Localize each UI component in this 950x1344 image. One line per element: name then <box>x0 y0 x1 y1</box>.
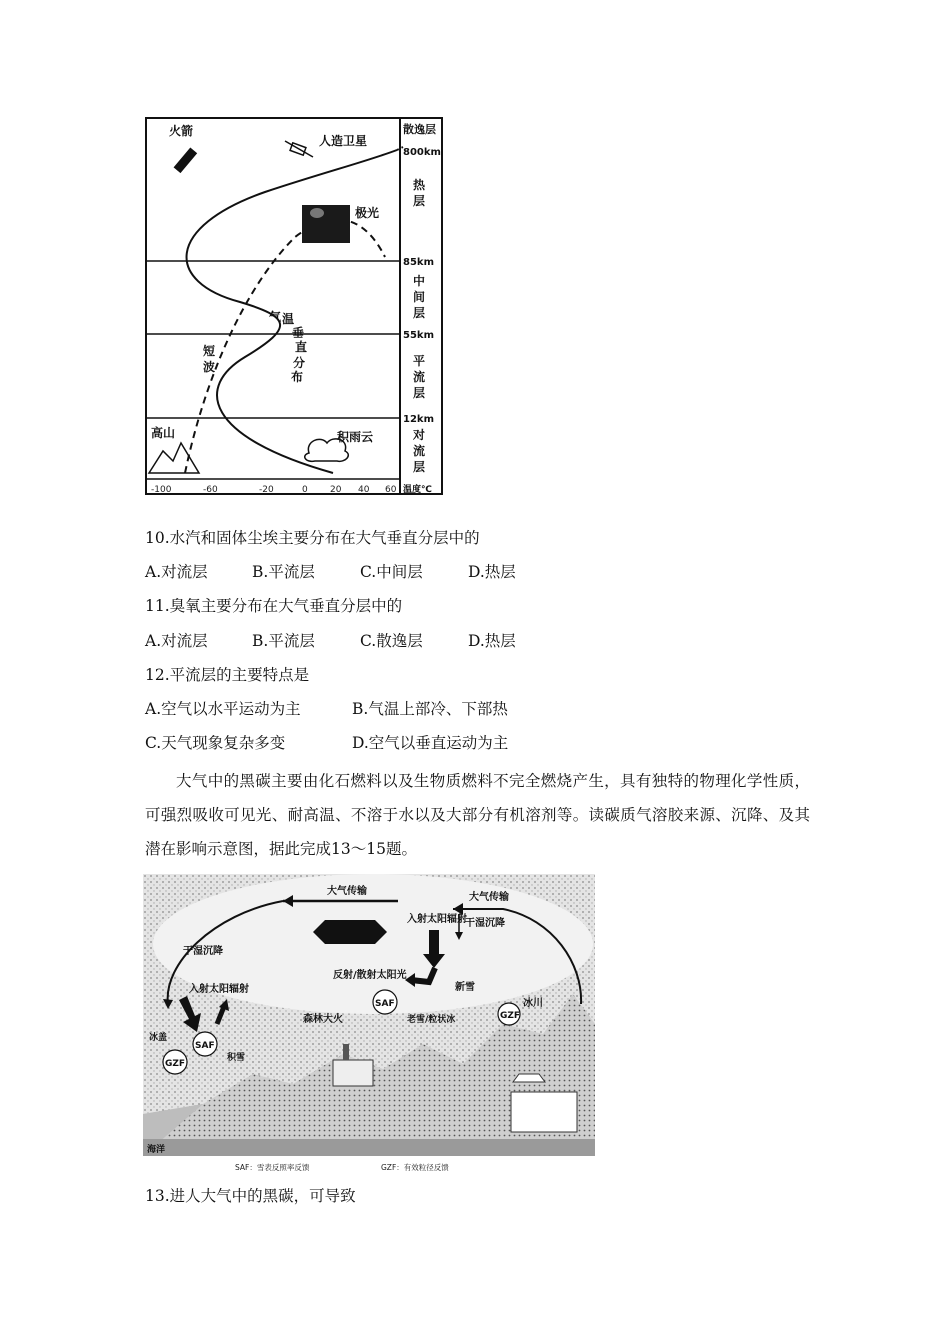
svg-text:SAF: SAF <box>195 1041 215 1051</box>
q12-option-d[interactable]: D.空气以垂直运动为主 <box>352 734 509 752</box>
q12-option-b[interactable]: B.气温上部冷、下部热 <box>352 700 508 718</box>
layer-strato-label: 平 <box>413 354 426 368</box>
layer-tropo-label: 对 <box>413 428 426 442</box>
q10-stem: 10.水汽和固体尘埃主要分布在大气垂直分层中的 <box>145 529 480 547</box>
new-snow-label: 新雪 <box>455 982 475 993</box>
q10-option-c[interactable]: C.中间层 <box>360 563 423 581</box>
q10-option-d[interactable]: D.热层 <box>468 563 516 581</box>
cloud-label: 积雨云 <box>337 430 374 444</box>
incoming-solar-left-label: 入射太阳辐射 <box>189 984 249 995</box>
alt-12-label: 12km <box>403 414 434 425</box>
rocket-label: 火箭 <box>169 124 194 138</box>
forest-fire-label: 森林大火 <box>303 1014 343 1025</box>
q10-option-a[interactable]: A.对流层 <box>145 563 208 581</box>
deposition-right-label: 干湿沉降 <box>465 918 505 929</box>
svg-text:流: 流 <box>413 444 426 458</box>
svg-text:GZF: GZF <box>500 1011 521 1021</box>
q10-option-b[interactable]: B.平流层 <box>252 563 315 581</box>
svg-text:层: 层 <box>413 460 426 474</box>
svg-text:层: 层 <box>413 386 426 400</box>
q11-option-c[interactable]: C.散逸层 <box>360 632 423 650</box>
alt-55-label: 55km <box>403 330 434 341</box>
svg-text:间: 间 <box>413 290 426 304</box>
svg-text:SAF: SAF <box>375 999 395 1009</box>
snow-label: 积雪 <box>227 1053 246 1063</box>
svg-text:垂: 垂 <box>292 326 305 340</box>
sea-ice-label: 冰盖 <box>149 1033 168 1043</box>
q11-option-a[interactable]: A.对流层 <box>145 632 208 650</box>
svg-text:布: 布 <box>291 370 304 384</box>
q11-stem: 11.臭氧主要分布在大气垂直分层中的 <box>145 597 403 615</box>
truck-icon <box>511 1092 577 1132</box>
q11-option-d[interactable]: D.热层 <box>468 632 516 650</box>
svg-text:0: 0 <box>302 485 308 495</box>
incoming-solar-top-label: 入射太阳辐射 <box>407 914 467 925</box>
reflect-label: 反射/散射太阳光 <box>333 970 407 981</box>
deposition-left-label: 干湿沉降 <box>183 946 223 957</box>
svg-text:层: 层 <box>413 306 426 320</box>
ocean-label: 海洋 <box>147 1145 166 1155</box>
mountain-label: 高山 <box>151 426 176 440</box>
svg-text:GZF: GZF <box>165 1059 186 1069</box>
svg-text:流: 流 <box>413 370 426 384</box>
factory-icon <box>333 1060 373 1086</box>
q12-option-a[interactable]: A.空气以水平运动为主 <box>145 700 301 718</box>
passage-text: 大气中的黑碳主要由化石燃料以及生物质燃料不完全燃烧产生，具有独特的物理化学性质，可强烈吸收可见光、耐高温、不溶于水以及大部分有机溶剂等。读碳质气溶胶来源、沉降、及其潜在影响示意图，据此完成13～15题。 <box>145 772 810 858</box>
q12-stem: 12.平流层的主要特点是 <box>145 666 310 684</box>
glacier-label: 冰川 <box>523 998 543 1009</box>
svg-text:20: 20 <box>330 485 342 495</box>
alt-800-label: 800km <box>403 147 441 158</box>
svg-text:层: 层 <box>413 194 426 208</box>
black-carbon-figure <box>143 874 595 1174</box>
shortwave-label: 短 <box>203 344 216 358</box>
old-snow-label: 老雪/粒状冰 <box>407 1015 456 1025</box>
black-carbon-particle <box>313 920 387 944</box>
axis-label: 温度℃ <box>403 485 432 495</box>
svg-text:-20: -20 <box>259 485 274 495</box>
svg-text:40: 40 <box>358 485 370 495</box>
transport-left-label: 大气传输 <box>327 886 367 897</box>
svg-text:波: 波 <box>203 360 216 374</box>
q13-stem: 13.进人大气中的黑碳，可导致 <box>145 1187 356 1205</box>
svg-text:直: 直 <box>295 340 308 354</box>
transport-right-label: 大气传输 <box>469 892 509 903</box>
svg-text:分: 分 <box>293 356 306 370</box>
car-icon <box>513 1074 545 1082</box>
svg-text:-60: -60 <box>203 485 218 495</box>
svg-text:温: 温 <box>282 312 295 326</box>
aurora-image <box>302 205 350 243</box>
layer-thermo-label: 热 <box>413 178 426 192</box>
layer-exosphere-label: 散逸层 <box>403 123 436 136</box>
temp-curve-label: 气 <box>269 310 282 324</box>
aurora-label: 极光 <box>355 206 380 220</box>
svg-text:-100: -100 <box>151 485 172 495</box>
atmosphere-layers-figure <box>145 117 443 497</box>
black-carbon-passage <box>145 764 810 866</box>
gzf-caption: GZF：有效粒径反馈 <box>381 1163 449 1172</box>
satellite-label: 人造卫星 <box>319 134 368 148</box>
alt-85-label: 85km <box>403 257 434 268</box>
saf-caption: SAF：雪表反照率反馈 <box>235 1163 310 1172</box>
layer-meso-label: 中 <box>413 274 426 288</box>
svg-text:60: 60 <box>385 485 397 495</box>
q12-option-c[interactable]: C.天气现象复杂多变 <box>145 734 286 752</box>
q11-option-b[interactable]: B.平流层 <box>252 632 315 650</box>
